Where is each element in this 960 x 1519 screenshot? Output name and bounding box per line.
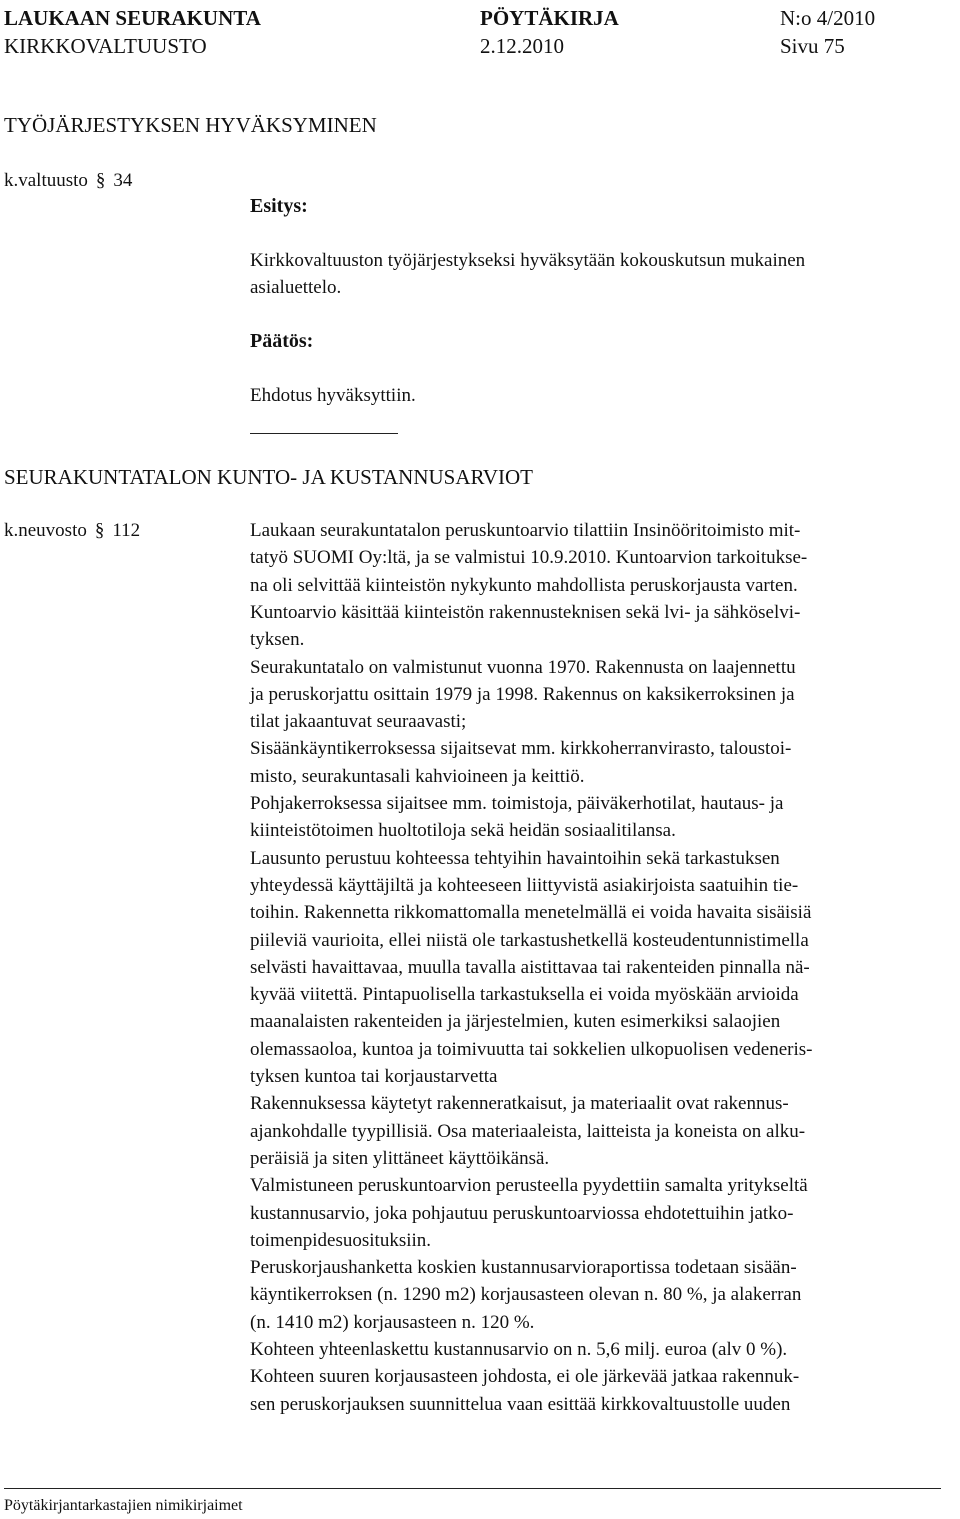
body-text-line: piileviä vaurioita, ellei niistä ole tarkastushetkellä kosteudentunnistimella: [250, 929, 809, 951]
body-text-line: Sisäänkäyntikerroksessa sijaitsevat mm. kirkkoherranvirasto, taloustoi-: [250, 738, 792, 760]
body-text-line: tyksen.: [250, 629, 305, 651]
reference-number: 112: [112, 520, 141, 541]
body-text-line: (n. 1410 m2) korjausasteen n. 120 %.: [250, 1311, 535, 1333]
proposal-text-line: Kirkkovaltuuston työjärjestykseksi hyväksytään kokouskutsun mukainen: [250, 250, 806, 271]
body-text-line: tyksen kuntoa tai korjaustarvetta: [250, 1066, 498, 1087]
body-text-line: sen peruskorjauksen suunnittelua vaan esittää kirkkovaltuustolle uuden: [250, 1393, 791, 1415]
body-text-line: Valmistuneen peruskuntoarvion perusteella pyydettiin samalta yritykseltä: [250, 1175, 808, 1197]
body-text-line: Peruskorjaushanketta koskien kustannusarvioraportissa todetaan sisään-: [250, 1257, 797, 1279]
section-symbol: §: [95, 170, 106, 191]
decision-label: Päätös:: [250, 330, 314, 352]
section-reference: [4, 170, 132, 192]
reference-prefix: k.valtuusto: [4, 170, 88, 191]
body-text-line: toimenpidesuosituksiin.: [250, 1229, 432, 1251]
body-text-line: kustannusarvio, joka pohjautuu peruskuntoarviossa ehdotettuihin jatko-: [250, 1202, 794, 1224]
body-text-line: misto, seurakuntasali kahvioineen ja keittiö.: [250, 765, 585, 787]
body-text-line: Kuntoarvio käsittää kiinteistön rakennusteknisen sekä lvi- ja sähköselvi-: [250, 601, 801, 623]
section-title: SEURAKUNTATALON KUNTO- JA KUSTANNUSARVIOT: [4, 465, 533, 489]
section-divider: [250, 433, 398, 434]
body-text-line: kyvää viitettä. Pintapuolisella tarkastuksella ei voida myöskään arvioida: [250, 984, 799, 1006]
header-organization: LAUKAAN SEURAKUNTA: [4, 6, 261, 30]
footer-divider: [4, 1488, 941, 1489]
body-text-line: olemassaoloa, kuntoa ja toimivuutta tai sokkelien ulkopuolisen vedeneris-: [250, 1038, 813, 1060]
reference-prefix: k.neuvosto: [4, 520, 87, 541]
header-date: 2.12.2010: [480, 34, 564, 58]
body-text-line: na oli selvittää kiinteistön nykykunto mahdollista peruskorjausta varten.: [250, 574, 798, 596]
body-text-line: maanalaisten rakenteiden ja järjestelmien, kuten esimerkiksi salaojien: [250, 1011, 781, 1033]
body-text-line: selvästi havaittavaa, muulla tavalla aistittavaa tai rakenteiden pinnalla nä-: [250, 956, 810, 978]
body-text-line: Kohteen yhteenlaskettu kustannusarvio on n. 5,6 milj. euroa (alv 0 %).: [250, 1339, 788, 1360]
body-text-line: Rakennuksessa käytetyt rakenneratkaisut, ja materiaalit ovat rakennus-: [250, 1093, 789, 1115]
header-document-number: N:o 4/2010: [780, 6, 876, 30]
body-text-line: Seurakuntatalo on valmistunut vuonna 1970. Rakennusta on laajennettu: [250, 656, 796, 678]
body-text-line: kiinteistötoimen huoltotiloja sekä heidän sosiaalitilansa.: [250, 820, 676, 842]
section-reference: [4, 520, 140, 542]
body-text-line: Kohteen suuren korjausasteen johdosta, ei ole järkevää jatkaa rakennuk-: [250, 1366, 800, 1388]
header-document-type: PÖYTÄKIRJA: [480, 6, 619, 30]
body-text-line: käyntikerroksen (n. 1290 m2) korjausasteen olevan n. 80 %, ja alakerran: [250, 1284, 802, 1306]
body-text-line: ja peruskorjattu osittain 1979 ja 1998. Rakennus on kaksikerroksinen ja: [250, 683, 795, 705]
proposal-label: Esitys:: [250, 195, 308, 217]
header-page-number: Sivu 75: [780, 34, 845, 58]
decision-text: Ehdotus hyväksyttiin.: [250, 385, 416, 406]
reference-number: 34: [113, 170, 133, 191]
section-title: TYÖJÄRJESTYKSEN HYVÄKSYMINEN: [4, 113, 377, 137]
header-body-name: KIRKKOVALTUUSTO: [4, 34, 207, 58]
proposal-text-line: asialuettelo.: [250, 277, 342, 298]
body-text-line: tilat jakaantuvat seuraavasti;: [250, 711, 467, 733]
body-text-line: ajankohdalle tyypillisiä. Osa materiaaleista, laitteista ja koneista on alku-: [250, 1120, 806, 1142]
body-text-line: toihin. Rakennetta rikkomattomalla menetelmällä ei voida havaita sisäisiä: [250, 902, 812, 924]
body-text-line: peräisiä ja siten ylittäneet käyttöikänsä.: [250, 1147, 550, 1169]
body-text-line: Lausunto perustuu kohteessa tehtyihin havaintoihin sekä tarkastuksen: [250, 847, 780, 869]
body-text-line: Laukaan seurakuntatalon peruskuntoarvio tilattiin Insinööritoimisto mit-: [250, 520, 801, 541]
body-text-line: Pohjakerroksessa sijaitsee mm. toimistoja, päiväkerhotilat, hautaus- ja: [250, 793, 784, 814]
body-text-line: yhteydessä käyttäjiltä ja kohteeseen liittyvistä asiakirjoista saatuihin tie-: [250, 874, 799, 896]
footer-signature-label: Pöytäkirjantarkastajien nimikirjaimet: [4, 1497, 243, 1514]
section-symbol: §: [94, 520, 105, 541]
body-text-line: tatyö SUOMI Oy:ltä, ja se valmistui 10.9.2010. Kuntoarvion tarkoitukse-: [250, 547, 808, 569]
